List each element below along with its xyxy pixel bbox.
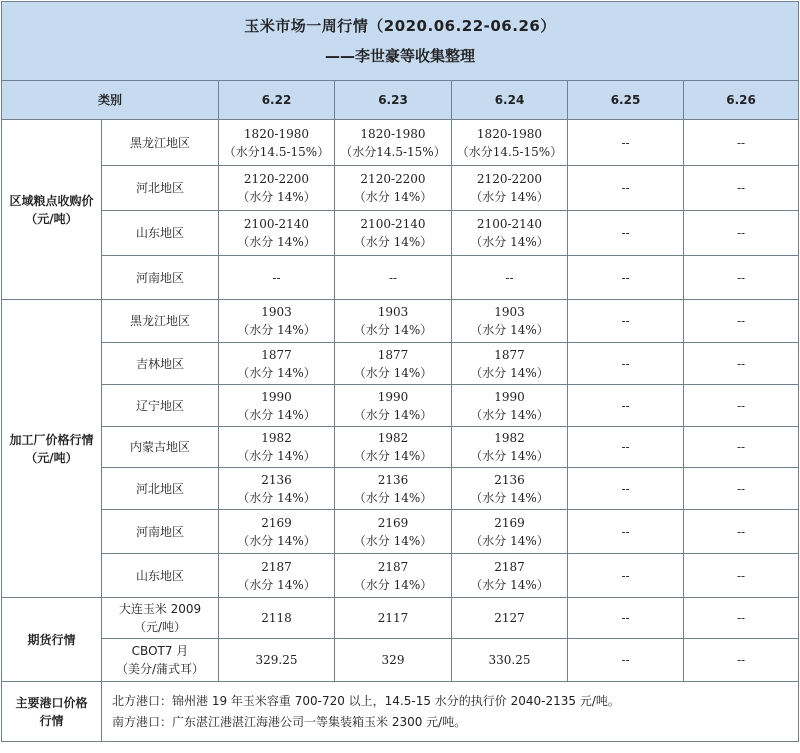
price-cell	[335, 211, 452, 256]
price-cell	[335, 256, 452, 300]
price-cell	[219, 300, 335, 343]
futures-contract	[102, 598, 219, 639]
price-value: 2136	[261, 472, 292, 487]
region-name: 吉林地区	[102, 343, 219, 385]
futures-row	[2, 598, 799, 639]
price-value: --	[736, 314, 746, 328]
price-cell	[684, 300, 799, 343]
futures-price-cell: 2118	[219, 598, 335, 639]
price-cell	[568, 120, 684, 166]
moisture-note: （水分 14%）	[470, 490, 549, 505]
price-value: --	[621, 398, 630, 413]
regional-row	[2, 256, 799, 300]
moisture-note: （水分 14%）	[353, 407, 433, 422]
price-value: 2169	[494, 515, 525, 530]
price-value: --	[621, 226, 630, 240]
futures-row	[2, 639, 799, 682]
price-cell	[568, 468, 684, 510]
price-cell	[684, 256, 799, 300]
price-cell	[335, 468, 452, 510]
factory-row	[2, 468, 799, 510]
moisture-note: （水分 14%）	[353, 235, 433, 249]
futures-price-cell: --	[568, 598, 684, 639]
price-cell	[335, 385, 452, 427]
moisture-note: （水分14.5-15%）	[456, 144, 563, 159]
contract-unit: （美分/蒲式耳）	[115, 662, 205, 676]
price-cell	[452, 300, 568, 343]
price-value: --	[621, 524, 630, 539]
regional-row	[2, 211, 799, 256]
price-value: 1903	[494, 305, 525, 319]
price-value: 2187	[494, 559, 525, 574]
report-subtitle: ——李世豪等收集整理	[325, 47, 476, 65]
moisture-note: （水分 14%）	[237, 490, 316, 505]
price-value: 2100-2140	[476, 217, 543, 231]
port-row	[2, 682, 799, 742]
price-cell	[452, 166, 568, 211]
futures-price-cell: 2117	[335, 598, 452, 639]
price-cell	[684, 211, 799, 256]
price-cell	[568, 256, 684, 300]
price-value: 1903	[377, 305, 409, 319]
price-value: --	[621, 440, 630, 454]
futures-price-cell: 329.25	[219, 639, 335, 682]
price-cell	[219, 385, 335, 427]
price-value: 1982	[377, 431, 409, 445]
price-value: 1877	[494, 347, 525, 362]
header-date-624: 6.24	[452, 81, 568, 120]
price-cell	[452, 211, 568, 256]
category-unit: （元/吨）	[25, 211, 78, 226]
factory-row	[2, 385, 799, 427]
price-value: 1903	[261, 305, 292, 319]
price-cell	[335, 343, 452, 385]
price-value: 1990	[261, 389, 292, 404]
moisture-note: （水分 14%）	[353, 323, 433, 337]
price-cell	[219, 166, 335, 211]
price-value: 2136	[494, 472, 525, 487]
price-cell	[568, 510, 684, 554]
price-cell	[219, 554, 335, 598]
factory-row	[2, 427, 799, 468]
futures-contract	[102, 639, 219, 682]
price-value: --	[621, 314, 630, 328]
futures-price-cell: 329	[335, 639, 452, 682]
moisture-note: （水分 14%）	[237, 449, 316, 463]
price-value: --	[621, 481, 630, 496]
price-cell	[684, 468, 799, 510]
price-cell	[568, 343, 684, 385]
moisture-note: （水分 14%）	[470, 323, 549, 337]
price-cell	[684, 510, 799, 554]
price-value: --	[272, 270, 281, 285]
corn-market-table	[1, 1, 799, 742]
price-cell	[452, 120, 568, 166]
price-value: --	[736, 440, 746, 454]
factory-row	[2, 554, 799, 598]
price-cell	[684, 166, 799, 211]
regional-row	[2, 120, 799, 166]
price-value: 2187	[377, 559, 409, 574]
report-title: 玉米市场一周行情（2020.06.22-06.26）	[244, 17, 556, 35]
contract-unit: （元/吨）	[133, 620, 187, 634]
price-value: 1982	[494, 431, 525, 445]
futures-price-cell: --	[684, 639, 799, 682]
price-cell	[452, 343, 568, 385]
port-label-2: 行情	[39, 713, 64, 728]
moisture-note: （水分 14%）	[353, 490, 433, 505]
price-cell	[684, 343, 799, 385]
price-cell	[335, 166, 452, 211]
moisture-note: （水分 14%）	[353, 449, 433, 463]
factory-row	[2, 300, 799, 343]
title-row	[2, 2, 799, 81]
price-cell	[335, 300, 452, 343]
price-cell	[452, 427, 568, 468]
moisture-note: （水分 14%）	[470, 190, 549, 204]
moisture-note: （水分 14%）	[353, 190, 433, 204]
price-cell	[452, 385, 568, 427]
title-cell	[2, 2, 799, 81]
category-unit: （元/吨）	[25, 450, 78, 465]
price-value: 2120-2200	[243, 172, 310, 186]
price-value: 2169	[261, 515, 292, 530]
price-value: --	[388, 270, 398, 285]
price-value: 2120-2200	[360, 172, 426, 186]
price-value: --	[621, 356, 630, 371]
price-cell	[684, 120, 799, 166]
price-cell	[219, 256, 335, 300]
factory-category	[2, 300, 102, 598]
header-date-626: 6.26	[684, 81, 799, 120]
region-name: 山东地区	[102, 211, 219, 256]
price-cell	[568, 427, 684, 468]
header-category: 类别	[2, 81, 219, 120]
moisture-note: （水分14.5-15%）	[223, 144, 330, 159]
price-cell	[335, 427, 452, 468]
port-label: 主要港口价格	[15, 695, 88, 710]
contract-name: CBOT7 月	[131, 644, 189, 658]
price-cell	[219, 343, 335, 385]
price-value: 1820-1980	[360, 126, 426, 141]
region-name: 黑龙江地区	[102, 120, 219, 166]
price-value: --	[621, 135, 630, 150]
price-cell	[219, 427, 335, 468]
moisture-note: （水分 14%）	[470, 235, 549, 249]
factory-row	[2, 510, 799, 554]
price-cell	[335, 510, 452, 554]
moisture-note: （水分 14%）	[353, 365, 433, 380]
futures-price-cell: --	[568, 639, 684, 682]
moisture-note: （水分 14%）	[237, 365, 316, 380]
moisture-note: （水分 14%）	[470, 407, 549, 422]
price-value: 1820-1980	[476, 126, 543, 141]
price-value: --	[736, 226, 746, 240]
price-cell	[335, 120, 452, 166]
market-report	[1, 1, 798, 742]
region-name: 河北地区	[102, 166, 219, 211]
moisture-note: （水分 14%）	[237, 190, 316, 204]
price-cell	[684, 385, 799, 427]
moisture-note: （水分 14%）	[237, 533, 316, 548]
price-value: 1990	[377, 389, 409, 404]
contract-name: 大连玉米 2009	[118, 602, 202, 616]
price-value: 2136	[377, 472, 409, 487]
price-value: 2100-2140	[243, 217, 310, 231]
south-port-text: 南方港口：广东湛江港湛江海港公司一等集装箱玉米 2300 元/吨。	[112, 714, 467, 729]
price-value: 2120-2200	[476, 172, 543, 186]
port-info	[102, 682, 799, 742]
price-value: --	[736, 135, 746, 150]
moisture-note: （水分 14%）	[470, 449, 549, 463]
price-value: 1990	[494, 389, 525, 404]
price-cell	[568, 385, 684, 427]
header-row	[2, 81, 799, 120]
moisture-note: （水分 14%）	[353, 577, 433, 592]
price-cell	[568, 166, 684, 211]
region-name: 河南地区	[102, 510, 219, 554]
region-name: 辽宁地区	[102, 385, 219, 427]
price-value: --	[505, 270, 514, 285]
moisture-note: （水分14.5-15%）	[340, 144, 446, 159]
price-value: --	[736, 398, 746, 413]
price-cell	[219, 468, 335, 510]
moisture-note: （水分 14%）	[237, 577, 316, 592]
price-value: --	[736, 181, 746, 195]
north-port-text: 北方港口：锦州港 19 年玉米容重 700-720 以上，14.5-15 水分的执行价 2040-2135 元/吨。	[112, 693, 620, 708]
moisture-note: （水分 14%）	[470, 577, 549, 592]
factory-row	[2, 343, 799, 385]
price-value: --	[621, 270, 630, 285]
price-value: 1820-1980	[243, 126, 310, 141]
price-value: --	[736, 270, 746, 285]
price-value: --	[736, 524, 746, 539]
moisture-note: （水分 14%）	[237, 323, 316, 337]
moisture-note: （水分 14%）	[353, 533, 433, 548]
price-cell	[684, 554, 799, 598]
header-date-623: 6.23	[335, 81, 452, 120]
price-value: --	[736, 356, 746, 371]
regional-row	[2, 166, 799, 211]
price-cell	[684, 427, 799, 468]
price-value: 1982	[261, 431, 292, 445]
price-cell	[452, 468, 568, 510]
region-name: 内蒙古地区	[102, 427, 219, 468]
port-category	[2, 682, 102, 742]
price-cell	[219, 120, 335, 166]
region-name: 河北地区	[102, 468, 219, 510]
price-cell	[568, 300, 684, 343]
price-cell	[219, 510, 335, 554]
price-value: --	[736, 481, 746, 496]
price-value: 2100-2140	[360, 217, 426, 231]
price-cell	[219, 211, 335, 256]
price-cell	[452, 554, 568, 598]
category-label: 区域粮点收购价	[9, 193, 94, 208]
moisture-note: （水分 14%）	[470, 533, 549, 548]
moisture-note: （水分 14%）	[237, 407, 316, 422]
moisture-note: （水分 14%）	[237, 235, 316, 249]
price-cell	[452, 510, 568, 554]
region-name: 山东地区	[102, 554, 219, 598]
futures-price-cell: --	[684, 598, 799, 639]
price-cell	[335, 554, 452, 598]
price-value: 2187	[261, 559, 292, 574]
futures-price-cell: 2127	[452, 598, 568, 639]
price-value: 2169	[377, 515, 409, 530]
price-value: 1877	[377, 347, 409, 362]
region-name: 河南地区	[102, 256, 219, 300]
regional-category	[2, 120, 102, 300]
futures-price-cell: 330.25	[452, 639, 568, 682]
moisture-note: （水分 14%）	[470, 365, 549, 380]
price-cell	[452, 256, 568, 300]
category-label: 加工厂价格行情	[9, 432, 94, 447]
price-cell	[568, 554, 684, 598]
price-value: --	[621, 181, 630, 195]
region-name: 黑龙江地区	[102, 300, 219, 343]
header-date-625: 6.25	[568, 81, 684, 120]
price-cell	[568, 211, 684, 256]
price-value: --	[621, 568, 630, 583]
header-date-622: 6.22	[219, 81, 335, 120]
futures-category: 期货行情	[2, 598, 102, 682]
price-value: 1877	[261, 347, 292, 362]
price-value: --	[736, 568, 746, 583]
